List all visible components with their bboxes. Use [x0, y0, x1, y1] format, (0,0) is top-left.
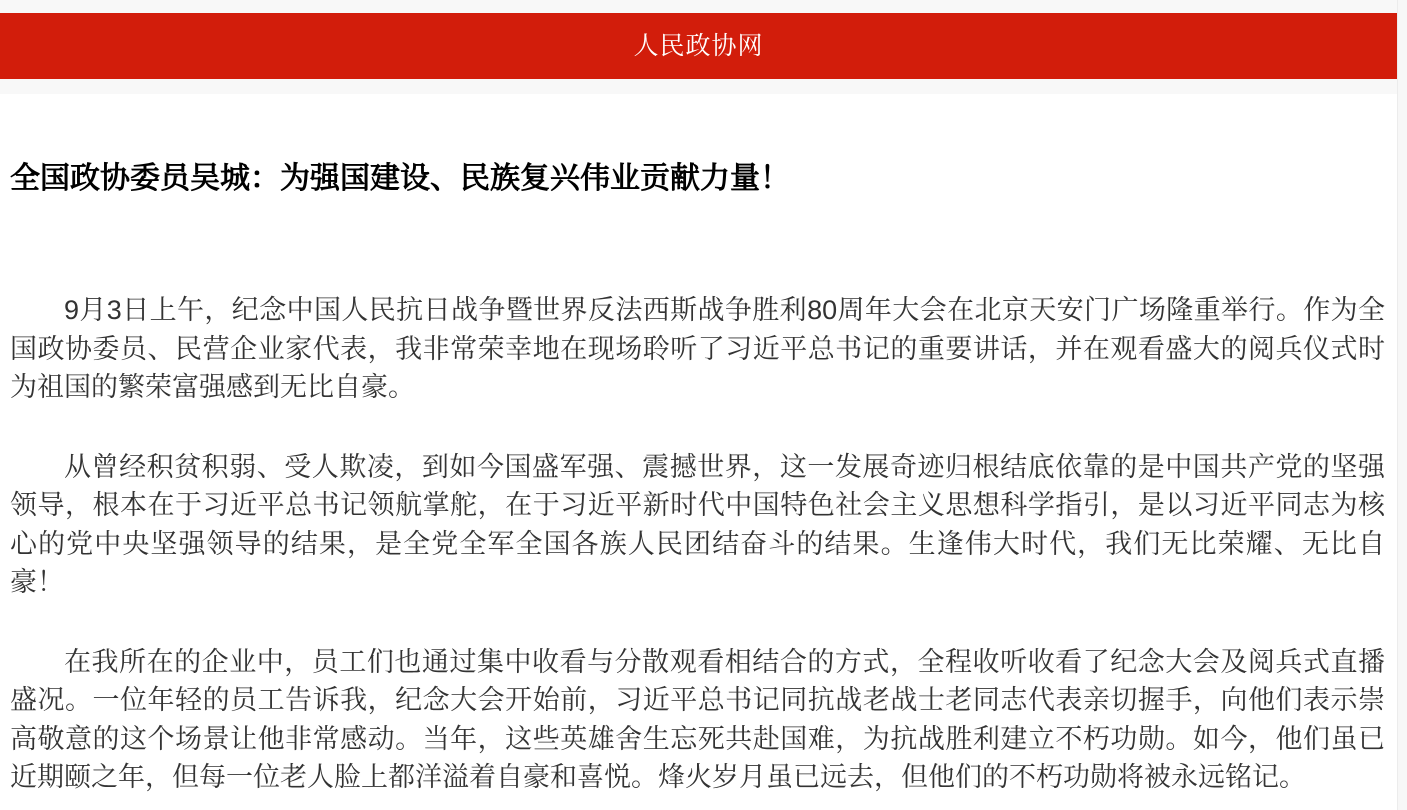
article-paragraph: 在我所在的企业中，员工们也通过集中收看与分散观看相结合的方式，全程收听收看了纪念大会及阅兵式直播盛况。一位年轻的员工告诉我，纪念大会开始前，习近平总书记同抗战老战士老同志代表亲切握手，向他们表示崇高敬意的这个场景让他非常感动。当年，这些英雄舍生忘死共赴国难，为抗战胜利建立不朽功勋。如今，他们虽已近期颐之年，但每一位老人脸上都洋溢着自豪和喜悦。烽火岁月虽已远去，但他们的不朽功勋将被永远铭记。: [10, 646, 1385, 792]
site-title: 人民政协网: [633, 32, 764, 60]
article-content: [0, 158, 1407, 810]
article-headline: 全国政协委员吴城：为强国建设、民族复兴伟业贡献力量！: [10, 162, 790, 195]
top-strip: [0, 0, 1407, 13]
header-divider-strip: [0, 79, 1407, 94]
vertical-scrollbar-track[interactable]: [1397, 0, 1407, 810]
site-header: [0, 13, 1397, 79]
article-paragraph: 从曾经积贫积弱、受人欺凌，到如今国盛军强、震撼世界，这一发展奇迹归根结底依靠的是中国共产党的坚强领导，根本在于习近平总书记领航掌舵，在于习近平新时代中国特色社会主义思想科学指引，是以习近平同志为核心的党中央坚强领导的结果，是全党全军全国各族人民团结奋斗的结果。生逢伟大时代，我们无比荣耀、无比自豪！: [10, 451, 1385, 597]
article-body: [10, 291, 1385, 797]
article-paragraph: 9月3日上午，纪念中国人民抗日战争暨世界反法西斯战争胜利80周年大会在北京天安门广场隆重举行。作为全国政协委员、民营企业家代表，我非常荣幸地在现场聆听了习近平总书记的重要讲话，并在观看盛大的阅兵仪式时为祖国的繁荣富强感到无比自豪。: [10, 295, 1385, 402]
